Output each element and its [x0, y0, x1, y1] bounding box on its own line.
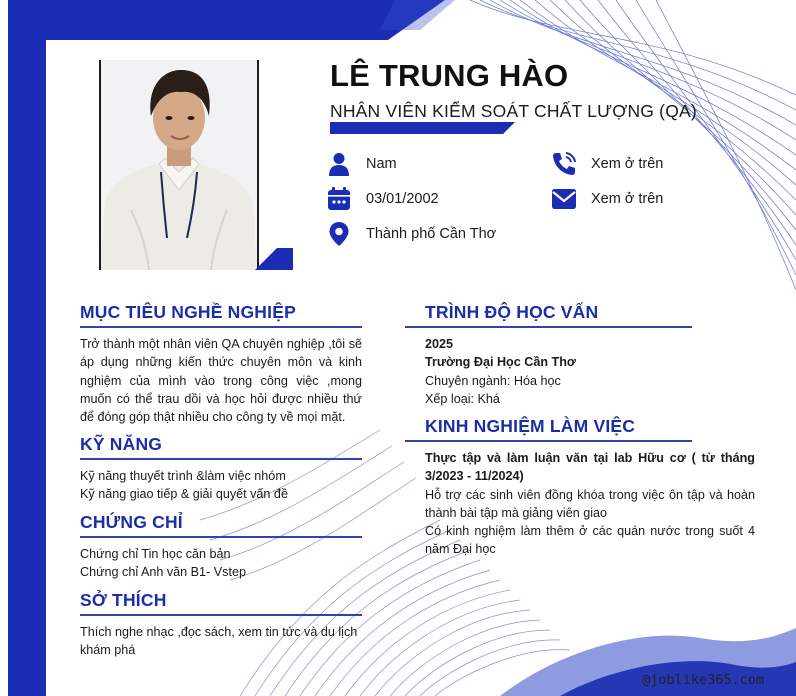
profile-photo	[99, 60, 259, 270]
gender-text: Nam	[366, 156, 397, 172]
contact-location	[326, 221, 496, 247]
education-year: 2025	[425, 337, 454, 351]
objective-section	[80, 302, 362, 426]
birthday-text: 03/01/2002	[366, 191, 439, 207]
person-icon	[326, 151, 352, 177]
objective-title: MỤC TIÊU NGHỀ NGHIỆP	[80, 302, 362, 328]
experience-item: Có kinh nghiệm làm thêm ở các quán nước trong suốt 4 năm Đại học	[425, 524, 755, 557]
hobbies-title: SỞ THÍCH	[80, 590, 362, 616]
experience-section	[405, 416, 755, 559]
education-title: TRÌNH ĐỘ HỌC VẤN	[405, 302, 692, 328]
skills-title: KỸ NĂNG	[80, 434, 362, 460]
calendar-icon	[326, 186, 352, 212]
education-grade: Xếp loại: Khá	[425, 391, 500, 406]
objective-text: Trở thành một nhân viên QA chuyên nghiệp ,tôi sẽ áp dụng những kiến thức chuyên môn và kinh nghiệm của mình vào trong công việc ,mong muốn có thể trau dồi và học hỏi được nhiều thứ để đóng góp thật nhiều cho công ty về mọi mặt.	[80, 337, 362, 425]
education-school: Trường Đại Học Cần Thơ	[425, 355, 576, 370]
education-major: Chuyên ngành: Hóa học	[425, 373, 561, 388]
title-underline-accent	[330, 122, 515, 134]
hobbies-section	[80, 590, 370, 660]
certificates-title: CHỨNG CHỈ	[80, 512, 362, 538]
envelope-icon	[551, 186, 577, 212]
job-title: NHÂN VIÊN KIỂM SOÁT CHẤT LƯỢNG (QA)	[330, 101, 697, 121]
experience-heading: Thực tập và làm luận văn tại lab Hữu cơ ( từ tháng 3/2023 - 11/2024)	[425, 451, 755, 484]
education-section	[405, 302, 692, 408]
hobbies-text: Thích nghe nhạc ,đọc sách, xem tin tức và du lịch khám phá	[80, 625, 358, 658]
contact-birthday	[326, 186, 439, 212]
skill-item: Kỹ năng giao tiếp & giải quyết vấn đề	[80, 487, 288, 502]
watermark: @joblike365.com	[642, 672, 764, 688]
contact-phone	[551, 151, 663, 177]
phone-icon	[551, 151, 577, 177]
location-text: Thành phố Cần Thơ	[366, 226, 497, 242]
certificate-item: Chứng chỉ Tin học căn bản	[80, 547, 231, 561]
experience-item: Hỗ trợ các sinh viên đồng khóa trong việc ôn tập và hoàn thành bài tập mà giảng viên giao	[425, 487, 755, 520]
phone-text: Xem ở trên	[591, 156, 664, 172]
contact-email	[551, 186, 663, 212]
experience-title: KINH NGHIỆM LÀM VIỆC	[405, 416, 692, 442]
map-pin-icon	[326, 221, 352, 247]
contact-gender	[326, 151, 397, 177]
certificate-item: Chứng chỉ Anh văn B1- Vstep	[80, 565, 246, 580]
certificates-section	[80, 512, 362, 582]
line-swirl-top	[470, 0, 796, 290]
photo-corner-accent	[255, 248, 293, 270]
skill-item: Kỹ năng thuyết trình &làm việc nhóm	[80, 469, 286, 483]
candidate-name: LÊ TRUNG HÀO	[330, 58, 569, 93]
skills-section	[80, 434, 362, 504]
email-text: Xem ở trên	[591, 191, 664, 207]
